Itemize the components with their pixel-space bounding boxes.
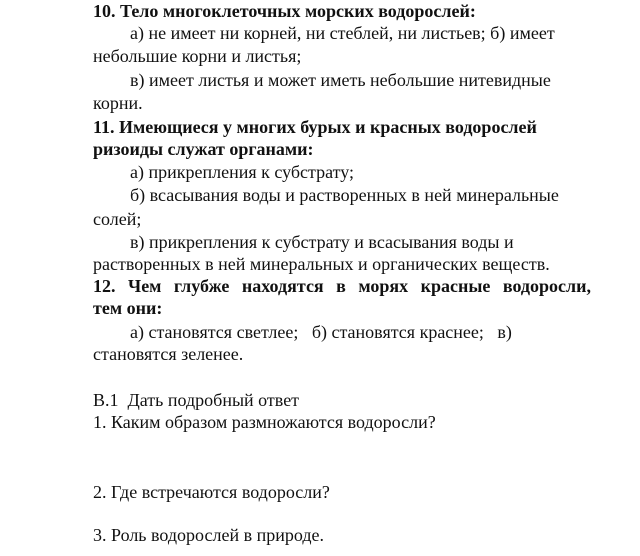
question-11-option-c-line1: в) прикрепления к субстрату и всасывания воды и: [130, 232, 514, 252]
question-12-options-line1: а) становятся светлее; б) становятся краснее; в): [130, 322, 512, 342]
question-11-option-c-line2: растворенных в ней минеральных и органических веществ.: [93, 254, 550, 274]
question-10-text: Тело многоклеточных морских водорослей:: [120, 1, 476, 21]
section-b-item-1: 1. Каким образом размножаются водоросли?: [93, 412, 436, 432]
question-11-option-b-line2: солей;: [93, 209, 142, 229]
question-12-options-line2: становятся зеленее.: [93, 344, 244, 364]
question-12-title-line1: [93, 275, 591, 297]
question-10-number: 10.: [93, 1, 116, 21]
question-11-text-line1: Имеющиеся у многих бурых и красных водорослей: [119, 117, 537, 137]
question-10-option-ab-line2: небольшие корни и листья;: [93, 46, 302, 66]
question-12-text-line1: Чем глубже находятся в морях красные водоросли,: [127, 276, 592, 296]
question-11-title-line2: ризоиды служат органами:: [93, 139, 314, 159]
question-10-title: [93, 0, 476, 22]
question-11-title-line1: [93, 116, 537, 138]
question-12-title-line2: тем они:: [93, 298, 163, 318]
question-10-option-ab-line1: а) не имеет ни корней, ни стеблей, ни листьев; б) имеет: [130, 23, 555, 43]
question-12-number: 12.: [93, 276, 116, 296]
question-10-option-c-line2: корни.: [93, 93, 143, 113]
question-10-option-c-line1: в) имеет листья и может иметь небольшие нитевидные: [130, 70, 551, 90]
section-b-heading: В.1 Дать подробный ответ: [93, 390, 300, 410]
question-11-number: 11.: [93, 117, 115, 137]
section-b-item-3: 3. Роль водорослей в природе.: [93, 525, 324, 545]
section-b-item-2: 2. Где встречаются водоросли?: [93, 482, 330, 502]
question-11-option-b-line1: б) всасывания воды и растворенных в ней минеральные: [130, 185, 559, 205]
question-11-option-a: а) прикрепления к субстрату;: [130, 162, 355, 182]
